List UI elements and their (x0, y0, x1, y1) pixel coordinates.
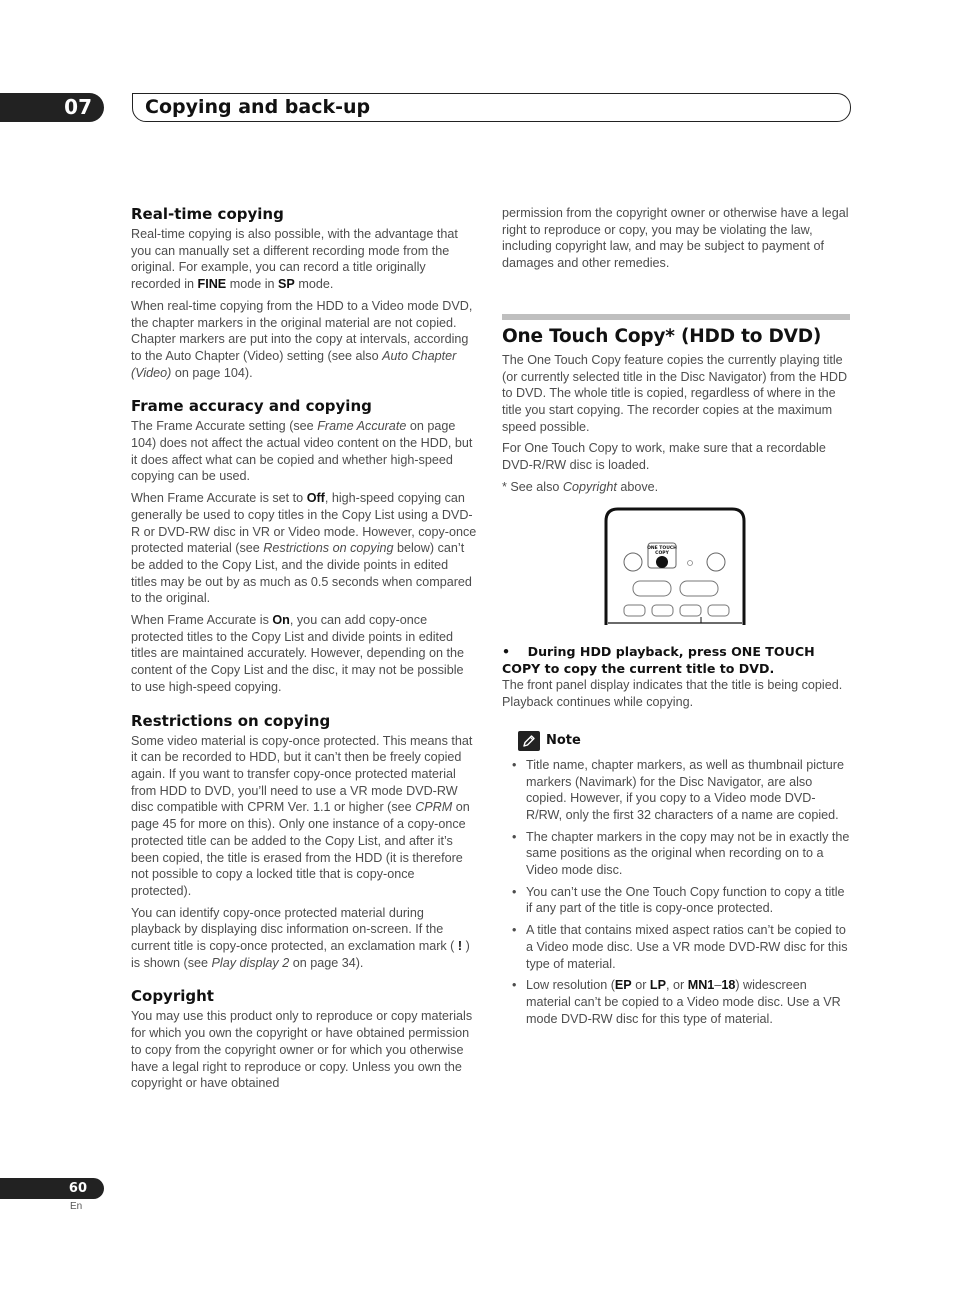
note-item: • Low resolution (EP or LP, or MN1–18) widescreen material can’t be copied to a Video mode disc. Use a VR mode DVD-RW disc for this type of material. (502, 977, 850, 1027)
paragraph: The One Touch Copy feature copies the currently playing title (or currently selected title in the Disc Navigator) from the HDD to DVD. The whole title is copied, regardless of where in the title you start copying. The recorder copies at the maximum speed possible. (502, 352, 848, 434)
section-copyright (131, 987, 477, 1092)
paragraph: * See also Copyright above. (502, 479, 659, 494)
paragraph: When Frame Accurate is set to Off, high-speed copying can generally be used to copy titles in the Copy List using a DVD-R or DVD-RW disc in VR or Video mode. However, copy-once protected material (see Restrictions on copying below) can’t be added to the Copy List, and the divide points in edited titles may be out by as much as 0.5 seconds when compared to the original. (131, 491, 477, 606)
paragraph: When Frame Accurate is On, you can add copy-once protected titles to the Copy List and divide points in edited titles are maintained accurately. However, depending on the content of the Copy List and the disc, it may not be possible to use high-speed copying. (131, 613, 465, 694)
section-heading: Frame accuracy and copying (131, 397, 372, 416)
page-number: 60 (0, 1178, 104, 1199)
paragraph: You can identify copy-once protected material during playback by displaying disc information on-screen. If the current title is copy-once protected, an exclamation mark ( ! ) is shown (see Play display 2 on page 34). (131, 905, 470, 970)
section-title-one-touch-copy: One Touch Copy* (HDD to DVD) (502, 325, 822, 347)
copy-label: COPY (655, 551, 669, 557)
paragraph: For One Touch Copy to work, make sure that a recordable DVD-R/RW disc is loaded. (502, 441, 826, 473)
paragraph: The front panel display indicates that the title is being copied. Playback continues while copying. (502, 678, 843, 710)
paragraph: When real-time copying from the HDD to a Video mode DVD, the chapter markers in the original material are not copied. Chapter markers are put into the copy at intervals, according to the Auto Chapter (Video) setting (see also Auto Chapter (Video) on page 104). (131, 298, 473, 380)
paragraph: Real-time copying is also possible, with the advantage that you can manually set a different recording mode from the original. For example, you can record a title originally recorded in FINE mode in SP mode. (131, 227, 458, 292)
section-divider-bar (502, 314, 850, 320)
paragraph-continued: permission from the copyright owner or otherwise have a legal right to reproduce or copy, you may be violating the law, including copyright law, and may be subject to payment of damages and other remedies. (502, 206, 849, 271)
note-header (518, 731, 850, 751)
page-language: En (70, 1201, 83, 1212)
section-restrictions (131, 712, 477, 972)
one-touch-label: ONE TOUCH (647, 546, 677, 552)
pencil-icon (518, 731, 540, 751)
note-item: • You can’t use the One Touch Copy function to copy a title if any part of the title is copy-once protected. (502, 884, 850, 917)
left-column (131, 205, 477, 1108)
note-label: Note (546, 733, 581, 749)
note-list (502, 757, 850, 1028)
paragraph: You may use this product only to reproduce or copy materials for which you own the copyright or have obtained permission to copy from the copyright owner or for which you otherwise have a legal right to reproduce or copy. Unless you own the copyright or have obtained (131, 1009, 473, 1091)
note-item: • The chapter markers in the copy may not be in exactly the same positions as the original when recording on to a Video mode disc. (502, 829, 850, 879)
chapter-title: Copying and back-up (145, 96, 371, 118)
section-heading: Restrictions on copying (131, 711, 331, 730)
step-instruction: • During HDD playback, press ONE TOUCH COPY to copy the current title to DVD. (502, 644, 815, 677)
paragraph: Some video material is copy-once protected. This means that it can be recorded to HDD, but it can’t then be freely copied again. If you want to transfer copy-once protected material from HDD to DVD, you’ll need to use a VR mode DVD-RW disc compatible with CPRM Ver. 1.1 or higher (see CPRM on page 45 for more on this). Only one instance of a copy-once protected title can be added to the Copy List, and after it’s been copied, the title is erased from the HDD (it is therefore not possible to copy a locked title that is copy-once protected). (131, 733, 473, 898)
section-heading: Copyright (131, 987, 214, 1006)
chapter-number-tab: 07 (0, 93, 104, 122)
remote-control-illustration (502, 501, 850, 627)
note-item: • Title name, chapter markers, as well as thumbnail picture markers (Navimark) for the Disc Navigator, are also copied. However, if you copy to a Video mode DVD-R/RW, only the first 32 characters of a name are copied. (502, 757, 850, 824)
right-column (502, 205, 850, 1032)
section-frame-accuracy (131, 397, 477, 695)
paragraph: The Frame Accurate setting (see Frame Accurate on page 104) does not affect the actual video content on the HDD, but it does affect what can be copied and whether high-speed copying can be used. (131, 419, 473, 484)
section-heading: Real-time copying (131, 205, 284, 223)
note-item: • A title that contains mixed aspect ratios can’t be copied to a Video mode disc. Use a VR mode DVD-RW disc for this type of material. (502, 922, 850, 972)
chapter-title-frame (132, 93, 851, 122)
section-realtime-copying (131, 205, 477, 381)
remote-control-drawing (502, 501, 850, 627)
